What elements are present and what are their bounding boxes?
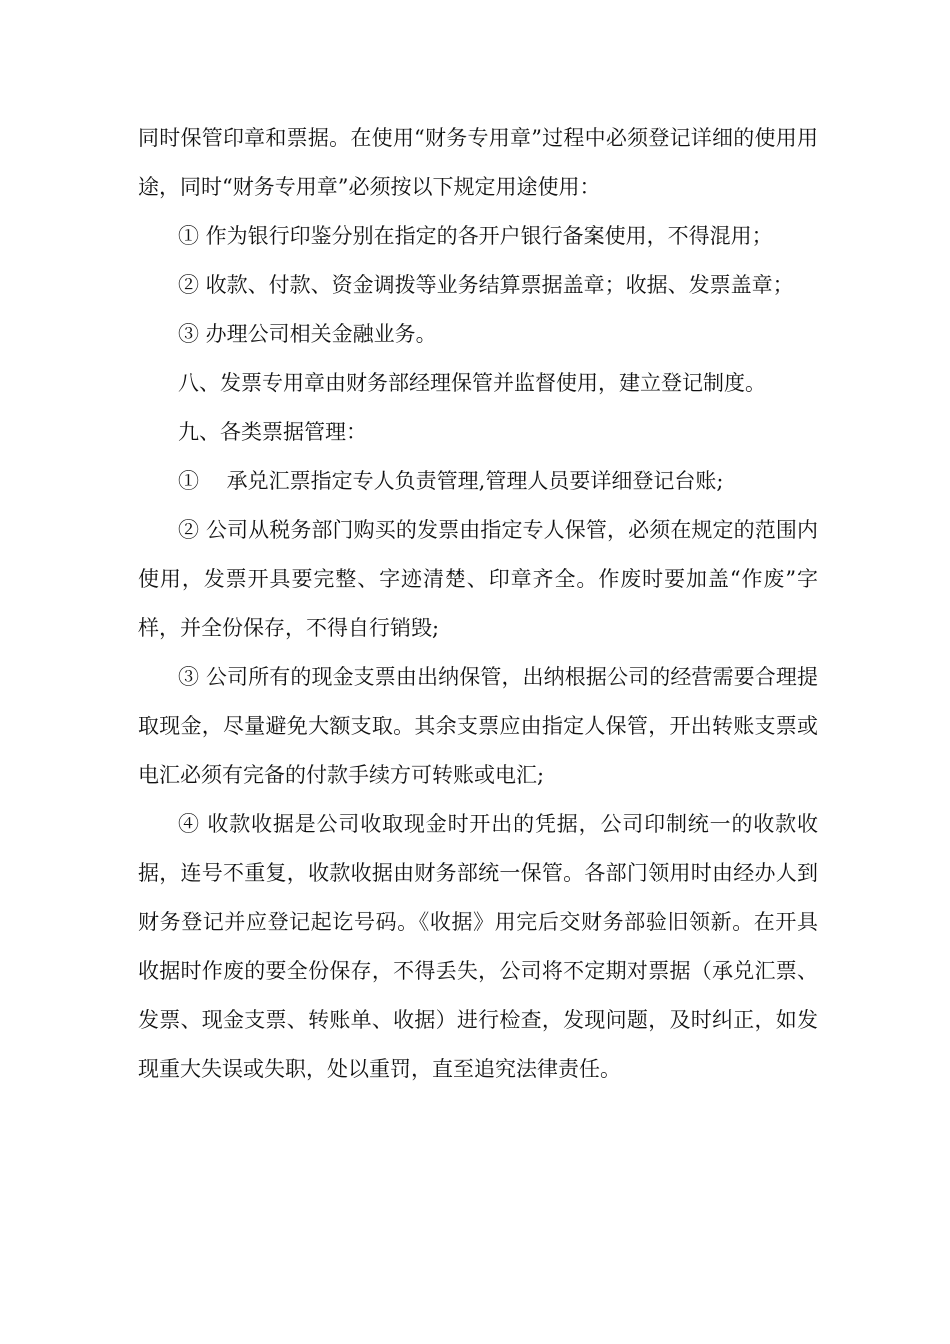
section-eight-invoice-seal: 八、发票专用章由财务部经理保管并监督使用，建立登记制度。	[178, 371, 766, 395]
list-item-cash-cheques: ③ 公司所有的现金支票由出纳保管，出纳根据公司的经营需要合理提取现金，尽量避免大额支取。其余支票应由指定人保管，开出转账支票或电汇必须有完备的付款手续方可转账或电汇;	[138, 665, 818, 787]
list-item-seal-bank: ① 作为银行印鉴分别在指定的各开户银行备案使用，不得混用；	[178, 224, 773, 248]
list-item-acceptance-bills: ① 承兑汇票指定专人负责管理,管理人员要详细登记台账;	[178, 469, 724, 493]
list-item-invoices: ② 公司从税务部门购买的发票由指定专人保管，必须在规定的范围内使用，发票开具要完整、字迹清楚、印章齐全。作废时要加盖“作废”字样，并全份保存，不得自行销毁;	[138, 518, 818, 640]
section-nine-heading: 九、各类票据管理：	[178, 420, 367, 444]
paragraph-seal-usage-intro: 同时保管印章和票据。在使用“财务专用章”过程中必须登记详细的使用用途，同时“财务专用章”必须按以下规定用途使用：	[138, 126, 818, 199]
list-item-receipts: ④ 收款收据是公司收取现金时开出的凭据，公司印制统一的收款收据，连号不重复，收款收据由财务部统一保管。各部门领用时由经办人到财务登记并应登记起讫号码。《收据》用完后交财务部验旧领新。在开具收据时作废的要全份保存，不得丢失，公司将不定期对票据（承兑汇票、发票、现金支票、转账单、收据）进行检查，发现问题，及时纠正，如发现重大失误或失职，处以重罚，直至追究法律责任。	[138, 812, 818, 1081]
list-item-seal-settlement: ② 收款、付款、资金调拨等业务结算票据盖章；收据、发票盖章；	[178, 273, 794, 297]
list-item-seal-finance: ③ 办理公司相关金融业务。	[178, 322, 437, 346]
document-body	[138, 114, 818, 1094]
